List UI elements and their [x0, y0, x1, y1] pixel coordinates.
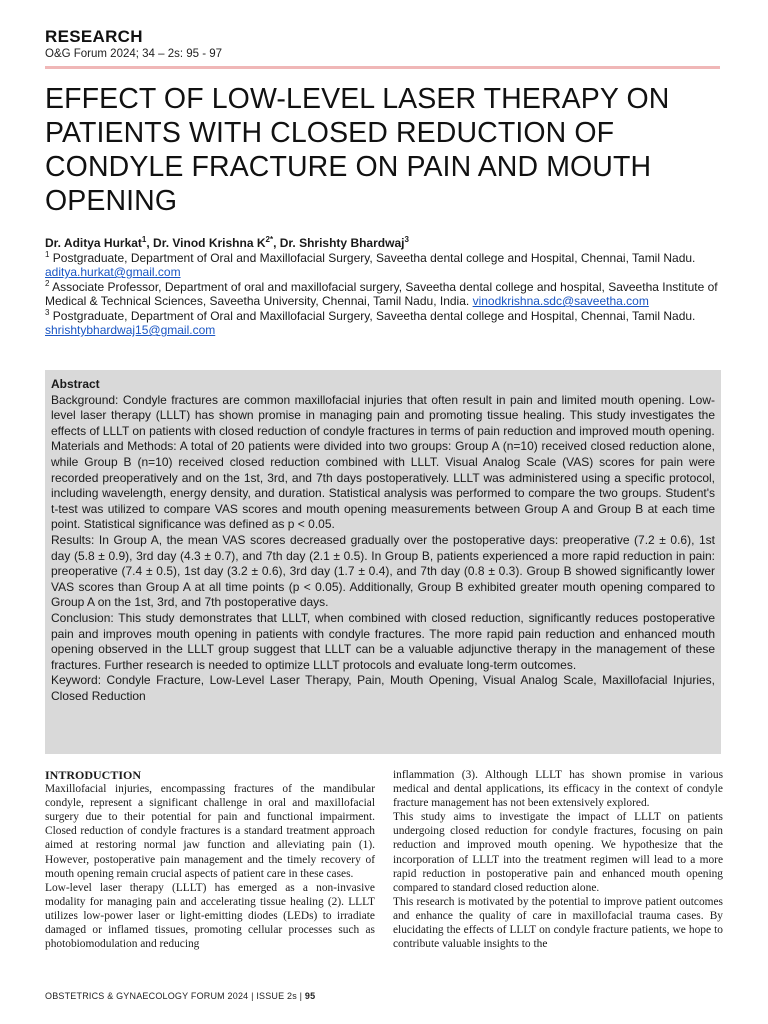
author-separator: ,: [273, 236, 280, 250]
affiliation-sup: 3: [45, 307, 50, 317]
header-rule: [45, 66, 720, 69]
author-2: Dr. Vinod Krishna K: [153, 236, 266, 250]
affiliation-2: [45, 280, 725, 309]
article-title: EFFECT OF LOW-LEVEL LASER THERAPY ON PATIENTS WITH CLOSED REDUCTION OF CONDYLE FRACTURE ON PAIN AND MOUTH OPENING: [45, 83, 670, 217]
abstract-results: Results: In Group A, the mean VAS scores decreased gradually over the postoperative days: preoperative (7.2 ± 0.6), 1st day (5.8 ± 0.9), 3rd day (4.3 ± 0.7), and 7th day (2.1 ± 0.5). In Group B, patients experienced a more rapid reduction in pain: preoperative (7.4 ± 0.5), 1st day (3.2 ± 0.6), 3rd day (1.7 ± 0.4), and 7th day (0.8 ± 0.3). Group B showed significantly lower VAS scores than Group A at all time points (p < 0.05). Additionally, Group B exhibited greater mouth opening compared to Group A on the 1st, 3rd, and 7th postoperative days.: [51, 532, 715, 610]
author-1: Dr. Aditya Hurkat: [45, 236, 142, 250]
author-2-sup: 2*: [265, 235, 274, 244]
author-names: [45, 236, 725, 251]
abstract-heading: Abstract: [51, 377, 100, 391]
abstract-background: Background: Condyle fractures are common maxillofacial injuries that often result in pain and limited mouth opening. Low-level laser therapy (LLLT) has shown promise in managing pain and promoting tissue healing. This study investigates the effects of LLLT on patients with closed reduction of condyle fractures in terms of pain reduction and improved mouth opening.: [51, 392, 715, 438]
body-paragraph: This study aims to investigate the impact of LLLT on patients undergoing closed reduction for condyle fractures, focusing on pain reduction and improved mouth opening. We hypothesize that the incorporation of LLLT into the treatment regimen will lead to a more rapid reduction in postoperative pain and enhanced mouth opening compared to standard closed reduction alone.: [393, 811, 723, 894]
email-link[interactable]: aditya.hurkat@gmail.com: [45, 265, 181, 279]
journal-header: [45, 27, 725, 60]
author-3: Dr. Shrishty Bhardwaj: [279, 236, 405, 250]
body-paragraph: Maxillofacial injuries, encompassing fractures of the mandibular condyle, represent a significant challenge in oral and maxillofacial surgery due to their potential for pain and functional impairment. Closed reduction of condyle fractures is a standard treatment approach aimed at restoring normal jaw function and alleviating pain (1). However, postoperative pain management and the timely recovery of mouth opening remain crucial aspects of patient care in these cases.: [45, 783, 375, 880]
page-number: 95: [304, 991, 316, 1001]
body-paragraph: Low-level laser therapy (LLLT) has emerged as a non-invasive modality for managing pain and accelerating tissue healing (2). LLLT utilizes low-power laser or light-emitting diodes (LEDs) to irradiate damaged or inflamed tissues, promoting cellular processes such as photobiomodulation and reducing: [45, 881, 375, 951]
abstract-conclusion: Conclusion: This study demonstrates that LLLT, when combined with closed reduction, significantly reduces postoperative pain and improves mouth opening in patients with condyle fractures. The more rapid pain reduction and enhanced mouth opening observed in the LLLT group suggest that LLLT can be a valuable adjunctive therapy in the management of these fractures. Further research is needed to optimize LLLT protocols and evaluate long-term outcomes.: [51, 610, 715, 672]
affiliation-text: Associate Professor, Department of oral and maxillofacial surgery, Saveetha dental college and hospital, Saveetha Institute of Medical & Technical Sciences, Saveetha University, Chennai, Tamil Nadu, India.: [45, 279, 718, 308]
affiliation-text: Postgraduate, Department of Oral and Maxillofacial Surgery, Saveetha dental college and Hospital, Chennai, Tamil Nadu.: [49, 250, 696, 265]
affiliation-3: [45, 309, 725, 338]
body-column-left: [45, 768, 375, 951]
abstract-box: [45, 370, 721, 754]
affiliation-sup: 1: [45, 249, 50, 259]
affiliation-1: [45, 251, 725, 280]
author-separator: ,: [146, 236, 154, 250]
footer-text: OBSTETRICS & GYNAECOLOGY FORUM 2024 | ISSUE 2s |: [45, 991, 305, 1001]
body-column-right: [393, 768, 723, 951]
author-3-sup: 3: [404, 235, 409, 244]
affiliation-text: Postgraduate, Department of Oral and Maxillofacial Surgery, Saveetha dental college and Hospital, Chennai, Tamil Nadu.: [49, 308, 696, 323]
author-1-sup: 1: [141, 235, 147, 244]
email-link[interactable]: vinodkrishna.sdc@saveetha.com: [472, 294, 649, 308]
abstract-methods: Materials and Methods: A total of 20 patients were divided into two groups: Group A (n=10) received closed reduction alone, while Group B (n=10) received closed reduction combined with LLLT. Visual Analog Scale (VAS) scores for pain were recorded preoperatively and on the 1st, 3rd, and 7th days postoperatively. LLLT was administered using a specific protocol, including wavelength, energy density, and duration. Statistical analysis was performed to compare the two groups. Student's t-test was utilized to compare VAS scores and mouth opening measurements between Group A and Group B at each time point. Statistical significance was defined as p < 0.05.: [51, 439, 715, 532]
page-footer: [45, 991, 315, 1001]
affiliation-sup: 2: [45, 278, 50, 288]
email-link[interactable]: shrishtybhardwaj15@gmail.com: [45, 323, 216, 337]
body-paragraph: inflammation (3). Although LLLT has shown promise in various medical and dental applications, its efficacy in the context of condyle fracture management has not been extensively explored.: [393, 769, 723, 810]
introduction-heading: INTRODUCTION: [45, 768, 142, 782]
author-block: [45, 236, 725, 338]
citation-line: O&G Forum 2024; 34 – 2s: 95 - 97: [45, 48, 223, 60]
section-label: RESEARCH: [45, 27, 143, 46]
body-paragraph: This research is motivated by the potential to improve patient outcomes and enhance the quality of care in maxillofacial trauma cases. By elucidating the effects of LLLT on condyle fracture patients, we hope to contribute valuable insights to the: [393, 895, 723, 951]
abstract-keywords: Keyword: Condyle Fracture, Low-Level Laser Therapy, Pain, Mouth Opening, Visual Analog Scale, Maxillofacial Injuries, Closed Reduction: [51, 673, 715, 703]
